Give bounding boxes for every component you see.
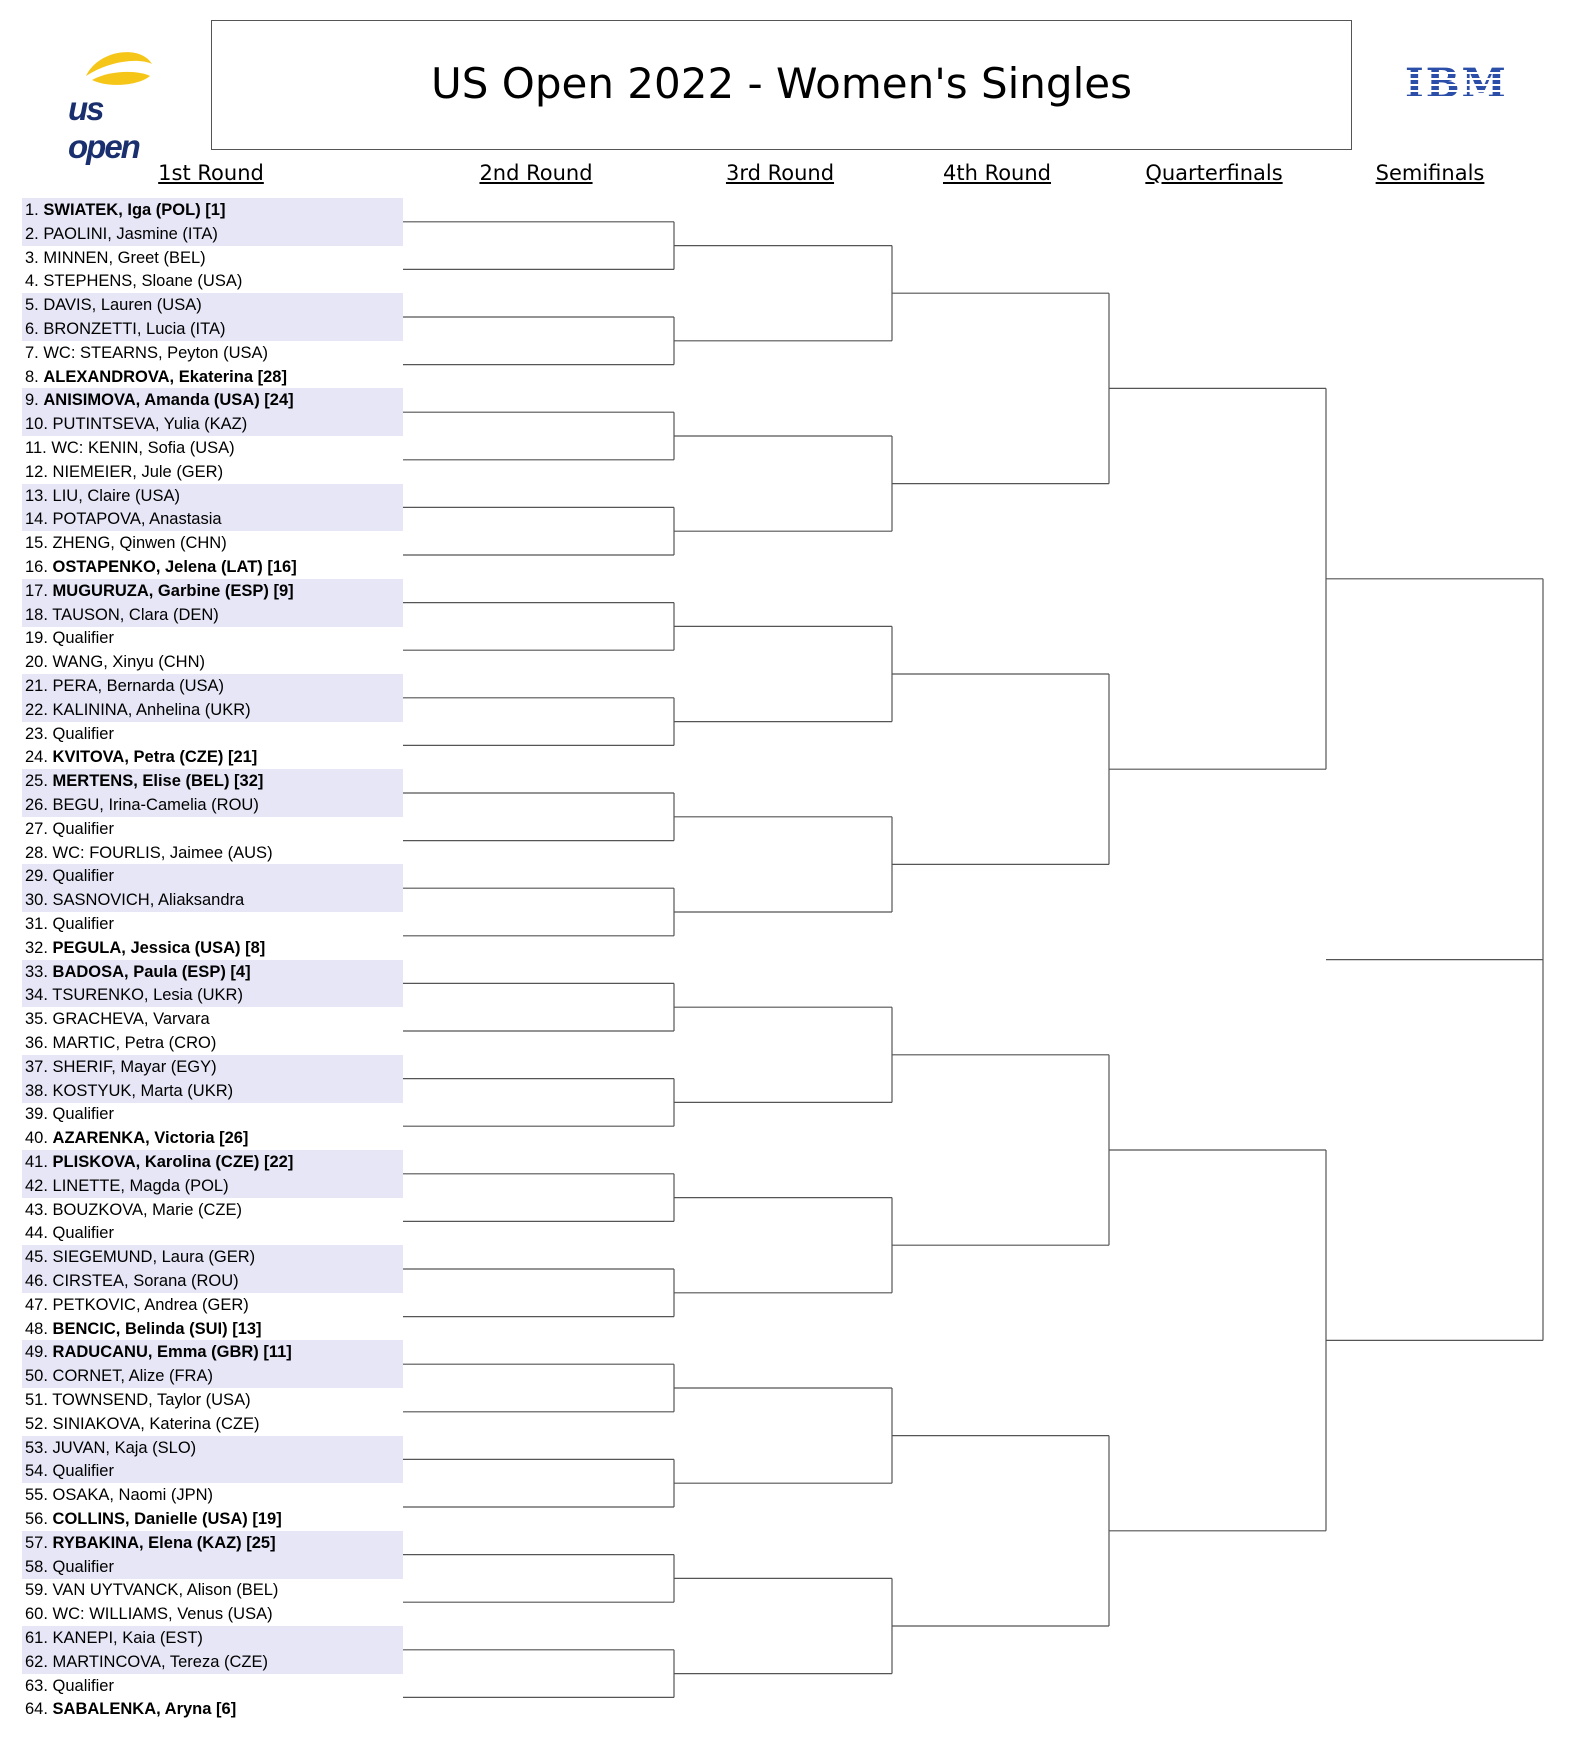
player-seed-number: 8.: [25, 367, 39, 386]
player-seed-number: 4.: [25, 272, 39, 291]
player-seed-number: 46.: [25, 1272, 48, 1290]
player-seed-number: 57.: [25, 1533, 48, 1552]
player-name: LINETTE, Magda (POL): [52, 1176, 229, 1195]
player-name: ANISIMOVA, Amanda (USA) [24]: [43, 391, 294, 410]
player-seed-number: 1.: [25, 201, 39, 219]
player-name: PERA, Bernarda (USA): [52, 677, 225, 695]
player-seed-number: 47.: [25, 1295, 48, 1314]
player-seed-number: 25.: [25, 772, 48, 791]
player-seed-number: 2.: [25, 224, 39, 243]
player-seed-number: 12.: [25, 462, 48, 481]
player-name: CORNET, Alize (FRA): [52, 1367, 213, 1386]
player-seed-number: 63.: [25, 1676, 48, 1695]
player-name: RYBAKINA, Elena (KAZ) [25]: [52, 1533, 276, 1552]
player-name: PLISKOVA, Karolina (CZE) [22]: [52, 1153, 294, 1171]
player-seed-number: 18.: [25, 605, 48, 624]
player-seed-number: 23.: [25, 724, 48, 743]
round-header-2nd: 2nd Round: [479, 161, 593, 185]
player-seed-number: 55.: [25, 1486, 48, 1505]
player-name: MUGURUZA, Garbine (ESP) [9]: [52, 581, 294, 600]
player-seed-number: 5.: [25, 296, 39, 315]
player-name: Qualifier: [52, 1676, 114, 1695]
player-name: PEGULA, Jessica (USA) [8]: [52, 938, 266, 957]
player-seed-number: 58.: [25, 1557, 48, 1576]
player-name: GRACHEVA, Varvara: [52, 1010, 210, 1029]
player-seed-number: 60.: [25, 1605, 48, 1624]
player-name: WC: KENIN, Sofia (USA): [51, 439, 235, 457]
player-name: OSAKA, Naomi (JPN): [52, 1486, 213, 1505]
player-seed-number: 51.: [25, 1391, 48, 1409]
player-seed-number: 34.: [25, 986, 48, 1005]
player-name: WC: FOURLIS, Jaimee (AUS): [52, 843, 273, 862]
player-seed-number: 45.: [25, 1248, 48, 1267]
player-seed-number: 59.: [25, 1581, 48, 1600]
player-name: Qualifier: [52, 724, 114, 743]
player-seed-number: 56.: [25, 1510, 48, 1528]
player-name: BOUZKOVA, Marie (CZE): [52, 1200, 242, 1219]
us-open-logo-text: us open: [68, 90, 139, 165]
player-seed-number: 6.: [25, 320, 39, 338]
round-header-quarterfinals: Quarterfinals: [1145, 161, 1283, 185]
player-name: CIRSTEA, Sorana (ROU): [52, 1272, 239, 1290]
player-name: WC: WILLIAMS, Venus (USA): [52, 1605, 273, 1624]
player-seed-number: 19.: [25, 629, 48, 648]
player-name: WANG, Xinyu (CHN): [52, 653, 206, 672]
player-seed-number: 42.: [25, 1176, 48, 1195]
player-name: PAOLINI, Jasmine (ITA): [43, 224, 218, 243]
player-name: Qualifier: [52, 629, 114, 648]
player-name: Qualifier: [52, 1462, 114, 1481]
player-seed-number: 37.: [25, 1057, 48, 1076]
player-seed-number: 29.: [25, 867, 48, 886]
player-name: Qualifier: [52, 1557, 114, 1576]
player-name: WC: STEARNS, Peyton (USA): [43, 343, 268, 362]
player-seed-number: 11.: [25, 439, 47, 457]
player-name: MINNEN, Greet (BEL): [43, 248, 206, 267]
player-name: ZHENG, Qinwen (CHN): [52, 534, 227, 553]
player-name: Qualifier: [52, 1105, 114, 1124]
player-seed-number: 31.: [25, 915, 48, 933]
player-name: MARTIC, Petra (CRO): [52, 1034, 217, 1052]
player-name: NIEMEIER, Jule (GER): [52, 462, 224, 481]
player-name: VAN UYTVANCK, Alison (BEL): [52, 1581, 279, 1600]
player-name: SINIAKOVA, Katerina (CZE): [52, 1414, 260, 1433]
player-name: BADOSA, Paula (ESP) [4]: [52, 962, 251, 981]
player-seed-number: 41.: [25, 1153, 48, 1171]
player-seed-number: 35.: [25, 1010, 48, 1029]
player-name: JUVAN, Kaja (SLO): [52, 1438, 197, 1457]
player-seed-number: 13.: [25, 486, 48, 505]
player-name: SWIATEK, Iga (POL) [1]: [43, 201, 226, 219]
player-seed-number: 62.: [25, 1652, 48, 1671]
player-seed-number: 21.: [25, 677, 48, 695]
player-name: KALININA, Anhelina (UKR): [52, 700, 251, 719]
player-name: KOSTYUK, Marta (UKR): [52, 1081, 234, 1100]
player-seed-number: 48.: [25, 1319, 48, 1338]
player-seed-number: 15.: [25, 534, 48, 553]
player-name: COLLINS, Danielle (USA) [19]: [52, 1510, 282, 1528]
player-seed-number: 3.: [25, 248, 39, 267]
player-name: OSTAPENKO, Jelena (LAT) [16]: [52, 558, 297, 576]
round-header-3rd: 3rd Round: [725, 161, 835, 185]
player-name: SIEGEMUND, Laura (GER): [52, 1248, 256, 1267]
page-title: US Open 2022 - Women's Singles: [431, 59, 1132, 108]
player-seed-number: 10.: [25, 415, 48, 434]
player-seed-number: 38.: [25, 1081, 48, 1100]
player-name: TOWNSEND, Taylor (USA): [52, 1391, 251, 1409]
player-seed-number: 54.: [25, 1462, 48, 1481]
player-name: SASNOVICH, Aliaksandra: [52, 891, 245, 910]
player-seed-number: 32.: [25, 938, 48, 957]
player-name: KANEPI, Kaia (EST): [52, 1629, 203, 1647]
player-name: MERTENS, Elise (BEL) [32]: [52, 772, 264, 791]
player-seed-number: 26.: [25, 796, 48, 814]
player-name: LIU, Claire (USA): [52, 486, 180, 505]
player-name: SHERIF, Mayar (EGY): [52, 1057, 217, 1076]
player-seed-number: 16.: [25, 558, 48, 576]
player-name: Qualifier: [52, 1224, 114, 1243]
player-seed-number: 17.: [25, 581, 48, 600]
player-seed-number: 20.: [25, 653, 48, 672]
player-name: Qualifier: [52, 915, 114, 933]
round-header-1st: 1st Round: [158, 161, 264, 185]
player-name: AZARENKA, Victoria [26]: [52, 1129, 249, 1148]
player-name: PUTINTSEVA, Yulia (KAZ): [52, 415, 248, 434]
player-seed-number: 9.: [25, 391, 39, 410]
player-seed-number: 44.: [25, 1224, 48, 1243]
player-seed-number: 52.: [25, 1414, 48, 1433]
player-seed-number: 61.: [25, 1629, 48, 1647]
player-seed-number: 28.: [25, 843, 48, 862]
player-seed-number: 7.: [25, 343, 39, 362]
player-seed-number: 53.: [25, 1438, 48, 1457]
player-name: POTAPOVA, Anastasia: [52, 510, 222, 529]
player-name: DAVIS, Lauren (USA): [43, 296, 202, 315]
player-name: ALEXANDROVA, Ekaterina [28]: [43, 367, 287, 386]
player-name: Qualifier: [52, 867, 114, 886]
player-seed-number: 14.: [25, 510, 48, 529]
player-name: BEGU, Irina-Camelia (ROU): [52, 796, 259, 814]
round-header-4th: 4th Round: [942, 161, 1052, 185]
player-name: TSURENKO, Lesia (UKR): [52, 986, 243, 1005]
player-name: BENCIC, Belinda (SUI) [13]: [52, 1319, 262, 1338]
round-header-semifinals: Semifinals: [1375, 161, 1485, 185]
player-seed-number: 64.: [25, 1700, 48, 1719]
player-name: KVITOVA, Petra (CZE) [21]: [52, 748, 258, 767]
player-seed-number: 24.: [25, 748, 48, 767]
player-seed-number: 33.: [25, 962, 48, 981]
player-seed-number: 43.: [25, 1200, 48, 1219]
player-seed-number: 22.: [25, 700, 48, 719]
player-name: BRONZETTI, Lucia (ITA): [43, 320, 226, 338]
player-name: Qualifier: [52, 819, 114, 838]
player-name: PETKOVIC, Andrea (GER): [52, 1295, 249, 1314]
player-seed-number: 39.: [25, 1105, 48, 1124]
player-name: SABALENKA, Aryna [6]: [52, 1700, 237, 1719]
player-name: MARTINCOVA, Tereza (CZE): [52, 1652, 268, 1671]
player-seed-number: 50.: [25, 1367, 48, 1386]
player-seed-number: 40.: [25, 1129, 48, 1148]
player-seed-number: 36.: [25, 1034, 48, 1052]
player-seed-number: 49.: [25, 1343, 48, 1362]
player-name: STEPHENS, Sloane (USA): [43, 272, 243, 291]
player-name: TAUSON, Clara (DEN): [52, 605, 219, 624]
player-seed-number: 27.: [25, 819, 48, 838]
player-name: RADUCANU, Emma (GBR) [11]: [52, 1343, 292, 1362]
player-seed-number: 30.: [25, 891, 48, 910]
